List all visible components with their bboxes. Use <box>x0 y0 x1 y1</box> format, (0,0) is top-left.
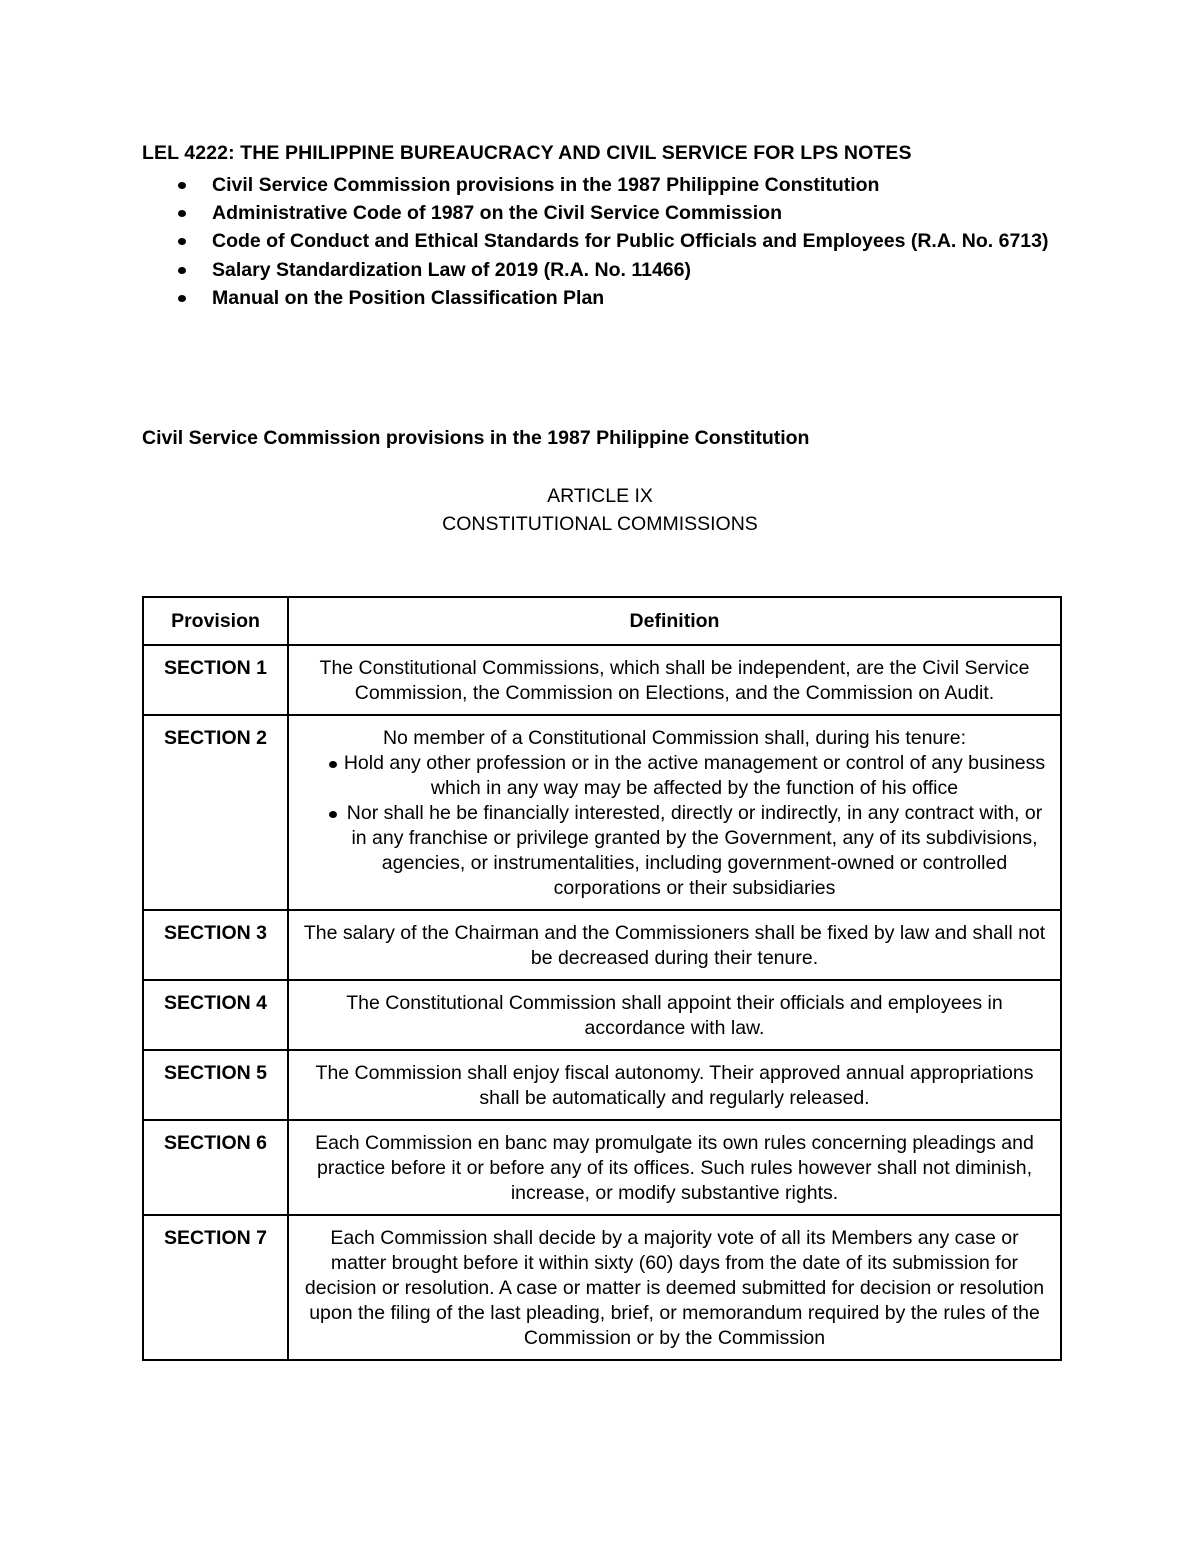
provision-cell: SECTION 4 <box>143 980 288 1050</box>
definition-text: The Constitutional Commission shall appoint their officials and employees in accordance with law. <box>346 992 1003 1039</box>
topic-item: Civil Service Commission provisions in the 1987 Philippine Constitution <box>142 171 1062 199</box>
definition-cell <box>288 910 1061 980</box>
provision-cell: SECTION 3 <box>143 910 288 980</box>
article-number: ARTICLE IX <box>547 485 653 507</box>
topic-item: Code of Conduct and Ethical Standards for Public Officials and Employees (R.A. No. 6713) <box>142 227 1062 255</box>
table-row <box>143 1120 1061 1215</box>
table-row <box>143 1050 1061 1120</box>
definition-cell <box>288 645 1061 715</box>
provision-cell: SECTION 6 <box>143 1120 288 1215</box>
topic-item: Manual on the Position Classification Plan <box>142 284 1062 312</box>
definition-bullets <box>303 751 1046 901</box>
provision-cell: SECTION 2 <box>143 715 288 910</box>
definition-cell <box>288 1050 1061 1120</box>
topic-item: Administrative Code of 1987 on the Civil Service Commission <box>142 199 1062 227</box>
definition-text: The Commission shall enjoy fiscal autonomy. Their approved annual appropriations shall be automatically and regularly released. <box>315 1062 1034 1109</box>
table-row <box>143 645 1061 715</box>
document-title: LEL 4222: THE PHILIPPINE BUREAUCRACY AND CIVIL SERVICE FOR LPS NOTES <box>142 142 912 164</box>
definition-bullet: Hold any other profession or in the active management or control of any business which in any way may be affected by the function of his office <box>303 751 1046 801</box>
definition-cell <box>288 980 1061 1050</box>
table-row <box>143 980 1061 1050</box>
definition-text: No member of a Constitutional Commission shall, during his tenure: <box>382 727 967 749</box>
provisions-table <box>142 596 1062 1361</box>
table-row <box>143 910 1061 980</box>
definition-text: The Constitutional Commissions, which shall be independent, are the Civil Service Commission, the Commission on Elections, and the Commission on Audit. <box>319 657 1030 704</box>
provision-cell: SECTION 5 <box>143 1050 288 1120</box>
definition-bullet: Nor shall he be financially interested, directly or indirectly, in any contract with, or in any franchise or privilege granted by the Government, any of its subdivisions, agencies, or instrumentalities, including government-owned or controlled corporations or their subsidiaries <box>303 801 1046 901</box>
definition-text: Each Commission en banc may promulgate its own rules concerning pleadings and practice before it or before any of its offices. Such rules however shall not diminish, increase, or modify substantive rights. <box>315 1132 1034 1204</box>
table-row <box>143 1215 1061 1360</box>
definition-text: The salary of the Chairman and the Commissioners shall be fixed by law and shall not be decreased during their tenure. <box>303 922 1046 969</box>
definition-cell <box>288 1215 1061 1360</box>
article-title: CONSTITUTIONAL COMMISSIONS <box>442 513 758 535</box>
topics-list <box>142 171 1062 312</box>
table-row <box>143 715 1061 910</box>
section-heading: Civil Service Commission provisions in the 1987 Philippine Constitution <box>142 427 810 449</box>
header-provision: Provision <box>143 597 288 645</box>
definition-cell <box>288 1120 1061 1215</box>
provision-cell: SECTION 7 <box>143 1215 288 1360</box>
provision-cell: SECTION 1 <box>143 645 288 715</box>
header-definition: Definition <box>288 597 1061 645</box>
table-header-row <box>143 597 1061 645</box>
definition-cell <box>288 715 1061 910</box>
definition-text: Each Commission shall decide by a majority vote of all its Members any case or matter brought before it within sixty (60) days from the date of its submission for decision or resolution. A case or matter is deemed submitted for decision or resolution upon the filing of the last pleading, brief, or memorandum required by the rules of the Commission or by the Commission <box>304 1227 1045 1349</box>
topic-item: Salary Standardization Law of 2019 (R.A. No. 11466) <box>142 256 1062 284</box>
